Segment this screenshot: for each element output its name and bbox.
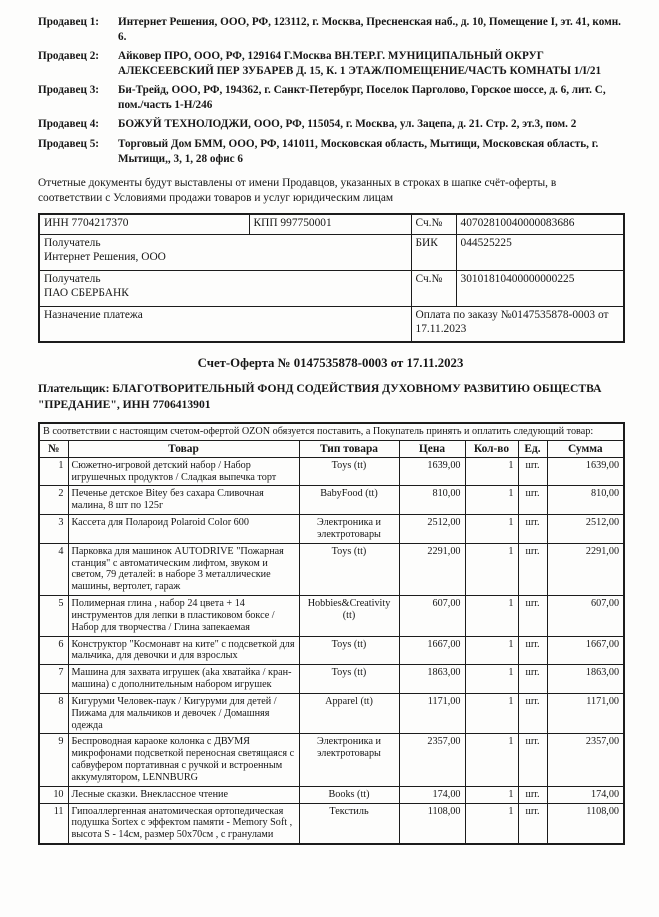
product-price: 2291,00	[399, 543, 465, 595]
recipient-company-cell	[39, 234, 411, 270]
product-qty: 1	[465, 486, 518, 515]
product-qty: 1	[465, 515, 518, 544]
bank-row-recipient-bank	[39, 270, 624, 306]
product-unit: шт.	[518, 596, 547, 636]
product-type: Books (tt)	[299, 786, 399, 803]
table-row	[39, 543, 624, 595]
product-unit: шт.	[518, 803, 547, 844]
col-header-type: Тип товара	[299, 440, 399, 457]
product-name: Беспроводная караоке колонка с ДВУМЯ микрофонами подсветкой переносная светящаяся с сабвуфером портативная с ручкой и встроенным аккумулятором, LENNBURG	[68, 734, 299, 786]
table-row	[39, 786, 624, 803]
product-unit: шт.	[518, 457, 547, 486]
account-label-cell: Сч.№	[411, 214, 456, 234]
product-sum: 174,00	[547, 786, 624, 803]
product-qty: 1	[465, 543, 518, 595]
kpp-cell	[249, 214, 411, 234]
seller-label: Продавец 3:	[38, 84, 100, 97]
bik-label-cell: БИК	[411, 234, 456, 270]
product-sum: 1108,00	[547, 803, 624, 844]
table-row	[39, 596, 624, 636]
product-qty: 1	[465, 803, 518, 844]
products-intro-row	[39, 423, 624, 440]
seller-row-1	[38, 15, 623, 44]
product-type: Электроника и электротовары	[299, 734, 399, 786]
products-table	[38, 422, 625, 845]
recipient-label: Получатель	[44, 236, 101, 249]
product-sum: 2291,00	[547, 543, 624, 595]
payer-line: Плательщик: БЛАГОТВОРИТЕЛЬНЫЙ ФОНД СОДЕЙСТВИЯ ДУХОВНОМУ РАЗВИТИЮ ОБЩЕСТВА "ПРЕДАНИЕ", ИНН 7706413901	[38, 382, 602, 411]
product-type: Toys (tt)	[299, 665, 399, 694]
account-value-cell: 40702810040000083686	[456, 214, 624, 234]
purpose-value-cell: Оплата по заказу №0147535878-0003 от 17.11.2023	[411, 306, 624, 342]
document-title: Счет-Оферта № 0147535878-0003 от 17.11.2023	[197, 356, 464, 371]
product-type: Текстиль	[299, 803, 399, 844]
row-num: 11	[39, 803, 68, 844]
table-row	[39, 457, 624, 486]
row-num: 3	[39, 515, 68, 544]
product-type: Toys (tt)	[299, 543, 399, 595]
seller-label: Продавец 2:	[38, 50, 100, 63]
purpose-label-cell: Назначение платежа	[39, 306, 411, 342]
seller-address: Интернет Решения, ООО, РФ, 123112, г. Москва, Пресненская наб., д. 10, Помещение I, эт. 41, комн. 6.	[118, 16, 621, 43]
inn-value: 7704217370	[71, 217, 129, 230]
product-qty: 1	[465, 734, 518, 786]
product-name: Лесные сказки. Внеклассное чтение	[68, 786, 299, 803]
table-row	[39, 636, 624, 665]
product-name: Сюжетно-игровой детский набор / Набор игрушечных продуктов / Сладкая выпечка торт	[68, 457, 299, 486]
col-header-qty: Кол-во	[465, 440, 518, 457]
product-type: BabyFood (tt)	[299, 486, 399, 515]
bank-row-inn-kpp	[39, 214, 624, 234]
table-row	[39, 734, 624, 786]
seller-row-2	[38, 49, 623, 78]
product-price: 174,00	[399, 786, 465, 803]
row-num: 9	[39, 734, 68, 786]
product-unit: шт.	[518, 734, 547, 786]
product-qty: 1	[465, 457, 518, 486]
row-num: 5	[39, 596, 68, 636]
col-header-sum: Сумма	[547, 440, 624, 457]
product-sum: 2512,00	[547, 515, 624, 544]
recipient-name: Интернет Решения, ООО	[44, 251, 166, 264]
row-num: 10	[39, 786, 68, 803]
product-name: Кассета для Полароид Polaroid Color 600	[68, 515, 299, 544]
product-price: 1108,00	[399, 803, 465, 844]
inn-cell	[39, 214, 249, 234]
row-num: 8	[39, 693, 68, 733]
product-sum: 1639,00	[547, 457, 624, 486]
product-qty: 1	[465, 596, 518, 636]
products-intro: В соответствии с настоящим счетом-офертой OZON обязуется поставить, а Покупатель принять и оплатить следующий товар:	[39, 423, 624, 440]
seller-label: Продавец 4:	[38, 118, 100, 131]
product-qty: 1	[465, 636, 518, 665]
table-row	[39, 693, 624, 733]
row-num: 1	[39, 457, 68, 486]
product-price: 2357,00	[399, 734, 465, 786]
product-qty: 1	[465, 693, 518, 733]
reporting-documents-note: Отчетные документы будут выставлены от имени Продавцов, указанных в строках в шапке счёт-оферты, в соответствии с Условиями продажи товаров и услуг юридическим лицам	[38, 177, 557, 205]
seller-address: Торговый Дом БММ, ООО, РФ, 141011, Московская область, Мытищи, Московская область, г. Мытищи,, 3, 1, 28 офис 6	[118, 137, 599, 165]
table-row	[39, 515, 624, 544]
table-row	[39, 803, 624, 844]
recipient-bank-cell	[39, 270, 411, 306]
row-num: 7	[39, 665, 68, 694]
kpp-label: КПП	[253, 217, 278, 230]
corr-account-label-cell: Сч.№	[411, 270, 456, 306]
seller-label: Продавец 1:	[38, 16, 100, 28]
seller-label: Продавец 5:	[38, 137, 100, 150]
products-header-row	[39, 440, 624, 457]
bank-row-recipient-company	[39, 234, 624, 270]
col-header-unit: Ед.	[518, 440, 547, 457]
product-unit: шт.	[518, 693, 547, 733]
product-name: Полимерная глина , набор 24 цвета + 14 инструментов для лепки в пластиковом боксе / Набор для творчества / Глина запекаемая	[68, 596, 299, 636]
product-unit: шт.	[518, 786, 547, 803]
seller-address: Би-Трейд, ООО, РФ, 194362, г. Санкт-Петербург, Поселок Парголово, Горское шоссе, д. 6, лит. С, пом./часть 1-Н/246	[118, 84, 606, 111]
seller-row-5	[38, 137, 623, 166]
product-name: Кигуруми Человек-паук / Кигуруми для детей / Пижама для мальчиков и девочек / Домашняя одежда	[68, 693, 299, 733]
product-price: 2512,00	[399, 515, 465, 544]
product-unit: шт.	[518, 636, 547, 665]
product-name: Машина для захвата игрушек (aka хватайка / кран-машина) с дополнительным набором игрушек	[68, 665, 299, 694]
product-type: Apparel (tt)	[299, 693, 399, 733]
product-price: 607,00	[399, 596, 465, 636]
table-row	[39, 665, 624, 694]
product-type: Toys (tt)	[299, 457, 399, 486]
product-sum: 810,00	[547, 486, 624, 515]
table-row	[39, 486, 624, 515]
product-sum: 1171,00	[547, 693, 624, 733]
bank-requisites-table	[38, 213, 625, 343]
seller-row-3	[38, 83, 623, 112]
product-sum: 607,00	[547, 596, 624, 636]
product-price: 1171,00	[399, 693, 465, 733]
bik-value-cell: 044525225	[456, 234, 624, 270]
seller-address: БОЖУЙ ТЕХНОЛОДЖИ, ООО, РФ, 115054, г. Москва, ул. Зацепа, д. 21. Стр. 2, эт.3, пом. 2	[118, 118, 577, 131]
product-price: 1639,00	[399, 457, 465, 486]
product-qty: 1	[465, 665, 518, 694]
product-price: 1863,00	[399, 665, 465, 694]
col-header-num: №	[39, 440, 68, 457]
product-type: Электроника и электротовары	[299, 515, 399, 544]
bank-row-payment-purpose	[39, 306, 624, 342]
product-type: Toys (tt)	[299, 636, 399, 665]
row-num: 6	[39, 636, 68, 665]
product-name: Гипоаллергенная анатомическая ортопедическая подушка Sortex с эффектом памяти - Memory Soft , высота S - 14см, размер 50х70см , с гранулами	[68, 803, 299, 844]
product-unit: шт.	[518, 665, 547, 694]
product-unit: шт.	[518, 486, 547, 515]
recipient-label: Получатель	[44, 272, 101, 285]
product-unit: шт.	[518, 515, 547, 544]
sellers-section	[38, 15, 623, 166]
corr-account-value-cell: 30101810400000000225	[456, 270, 624, 306]
product-name: Конструктор "Космонавт на ките" с подсветкой для мальчика, для девочки и для взрослых	[68, 636, 299, 665]
product-unit: шт.	[518, 543, 547, 595]
recipient-bank-name: ПАО СБЕРБАНК	[44, 287, 129, 300]
product-name: Парковка для машинок AUTODRIVE "Пожарная станция" с автоматическим лифтом, звуком и светом, 79 деталей: в наборе 3 металлические машины, вертолет, гараж	[68, 543, 299, 595]
product-price: 810,00	[399, 486, 465, 515]
row-num: 4	[39, 543, 68, 595]
seller-row-4	[38, 117, 623, 132]
product-sum: 2357,00	[547, 734, 624, 786]
col-header-product: Товар	[68, 440, 299, 457]
col-header-price: Цена	[399, 440, 465, 457]
product-qty: 1	[465, 786, 518, 803]
product-sum: 1863,00	[547, 665, 624, 694]
product-name: Печенье детское Bitey без сахара Сливочная малина, 8 шт по 125г	[68, 486, 299, 515]
seller-address: Айковер ПРО, ООО, РФ, 129164 Г.Москва ВН.ТЕР.Г. МУНИЦИПАЛЬНЫЙ ОКРУГ АЛЕКСЕЕВСКИЙ ПЕР ЗУБАРЕВ Д. 15, К. 1 ЭТАЖ/ПОМЕЩЕНИЕ/ЧАСТЬ КОМНАТЫ 1/I/21	[118, 50, 602, 77]
inn-label: ИНН	[44, 217, 69, 230]
product-sum: 1667,00	[547, 636, 624, 665]
kpp-value: 997750001	[280, 217, 332, 230]
product-price: 1667,00	[399, 636, 465, 665]
product-type: Hobbies&Creativity (tt)	[299, 596, 399, 636]
row-num: 2	[39, 486, 68, 515]
